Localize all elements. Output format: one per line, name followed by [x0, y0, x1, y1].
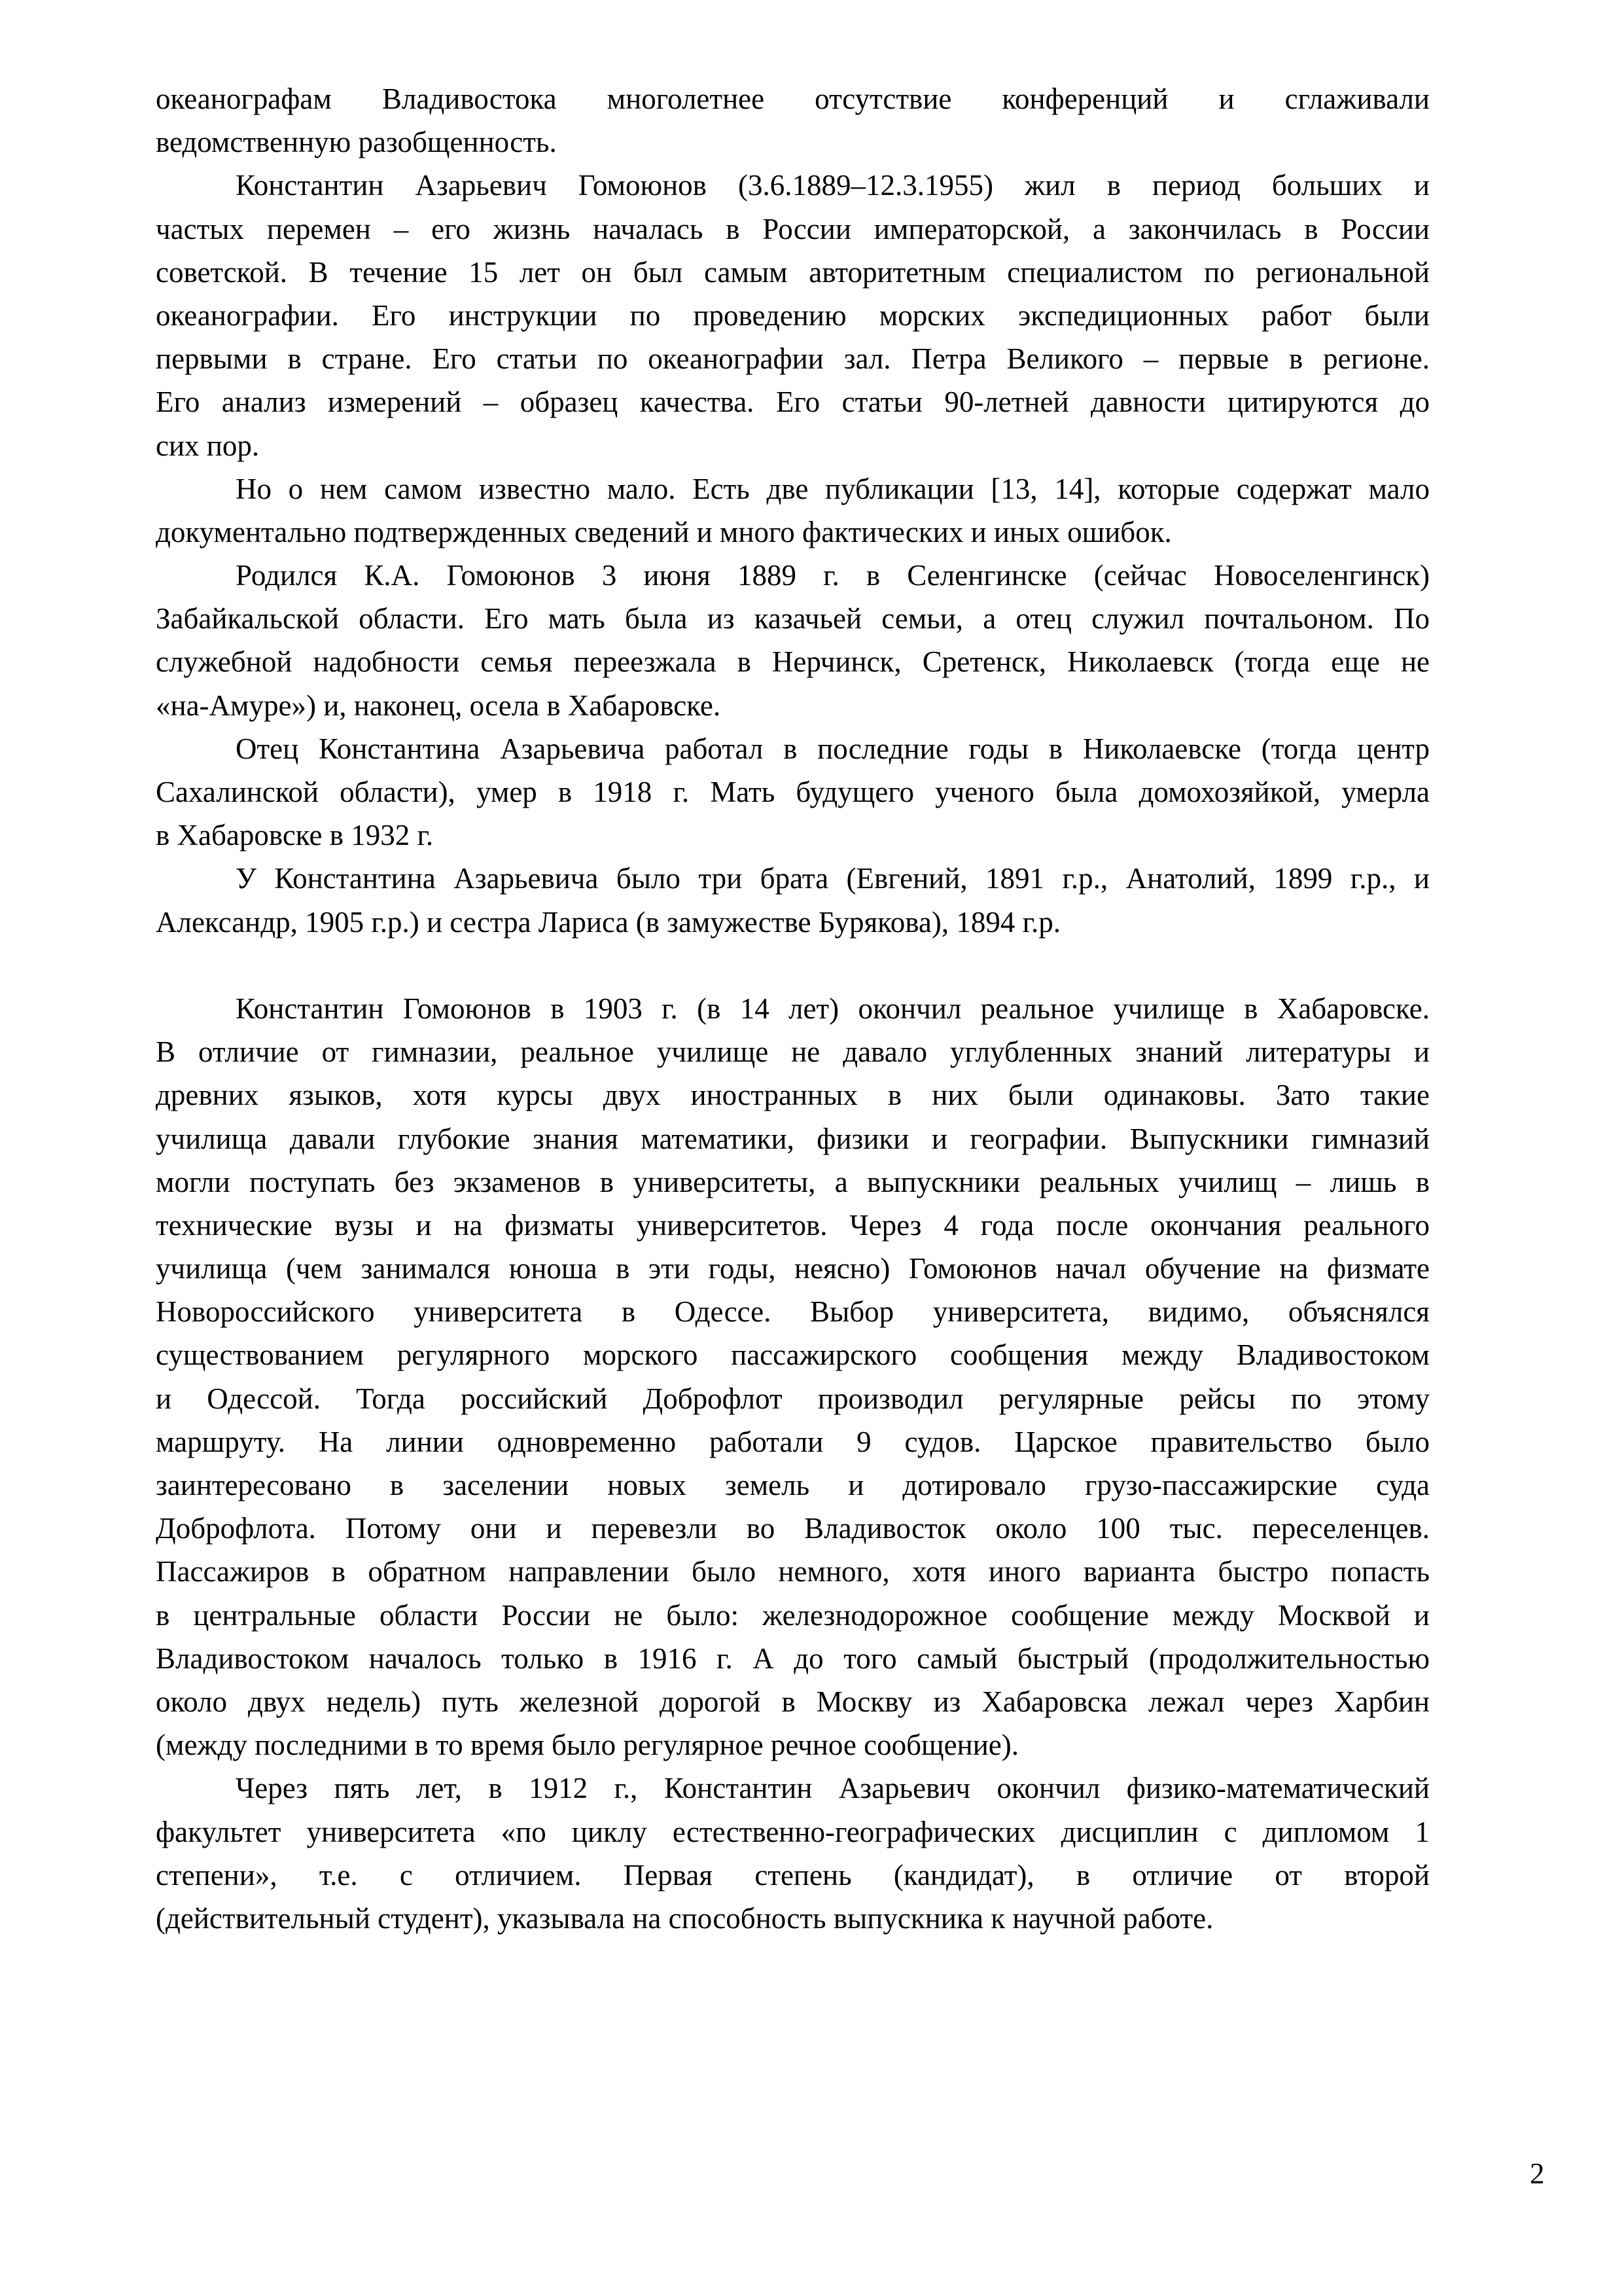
paragraph — [156, 77, 1430, 164]
text-line: маршруту. На линии одновременно работали 9 судов. Царское правительство было — [156, 1425, 1430, 1458]
text-line: в центральные области России не было: железнодорожное сообщение между Москвой и — [156, 1598, 1430, 1632]
text-line: частых перемен – его жизнь началась в России императорской, а закончилась в России — [156, 212, 1430, 245]
text-line: документально подтвержденных сведений и много фактических и иных ошибок. — [156, 515, 1172, 548]
text-line: технические вузы и на физматы университетов. Через 4 года после окончания реального — [156, 1208, 1430, 1242]
text-line: Отец Константина Азарьевича работал в последние годы в Николаевске (тогда центр — [236, 732, 1430, 765]
paragraph — [156, 164, 1430, 467]
text-line: ведомственную разобщенность. — [156, 126, 557, 159]
text-line: степени», т.е. с отличием. Первая степень (кандидат), в отличие от второй — [156, 1858, 1430, 1892]
paragraph — [156, 857, 1430, 943]
text-line: У Константина Азарьевича было три брата (Евгений, 1891 г.р., Анатолий, 1899 г.р., и — [236, 862, 1430, 895]
text-line: древних языков, хотя курсы двух иностранных в них были одинаковы. Зато такие — [156, 1079, 1430, 1112]
text-line: Новороссийского университета в Одессе. Выбор университета, видимо, объяснялся — [156, 1295, 1430, 1329]
text-line: (действительный студент), указывала на способность выпускника к научной работе. — [156, 1901, 1214, 1935]
text-line: сих пор. — [156, 429, 260, 462]
text-line: Родился К.А. Гомоюнов 3 июня 1889 г. в Селенгинске (сейчас Новоселенгинск) — [236, 559, 1430, 592]
paragraph — [156, 987, 1430, 1767]
text-line: Сахалинской области), умер в 1918 г. Мать будущего ученого была домохозяйкой, умерла — [156, 776, 1430, 808]
text-line: училища (чем занимался юноша в эти годы, неясно) Гомоюнов начал обучение на физмате — [156, 1252, 1430, 1285]
text-line: океанографам Владивостока многолетнее отсутствие конференций и сглаживали — [156, 82, 1430, 115]
body-text — [156, 77, 1430, 1940]
text-line: Через пять лет, в 1912 г., Константин Азарьевич окончил физико-математический — [236, 1772, 1430, 1805]
text-line: училища давали глубокие знания математики, физики и географии. Выпускники гимназий — [156, 1122, 1430, 1155]
text-line: «на-Амуре») и, наконец, осела в Хабаровске. — [156, 689, 721, 722]
text-line: Доброфлота. Потому они и перевезли во Владивосток около 100 тыс. переселенцев. — [156, 1512, 1430, 1545]
text-line: могли поступать без экзаменов в университеты, а выпускники реальных училищ – лишь в — [156, 1165, 1430, 1198]
text-line: Его анализ измерений – образец качества. Его статьи 90-летней давности цитируются до — [156, 386, 1430, 419]
text-line: Александр, 1905 г.р.) и сестра Лариса (в замужестве Бурякова), 1894 г.р. — [156, 905, 1061, 939]
text-line: первыми в стране. Его статьи по океанографии зал. Петра Великого – первые в регионе. — [156, 342, 1430, 376]
text-line: океанографии. Его инструкции по проведению морских экспедиционных работ были — [156, 298, 1430, 332]
blank-line — [156, 944, 1430, 987]
text-line: служебной надобности семья переезжала в Нерчинск, Сретенск, Николаевск (тогда еще не — [156, 645, 1430, 679]
text-line: факультет университета «по циклу естественно-географических дисциплин с дипломом 1 — [156, 1815, 1430, 1848]
paragraph — [156, 467, 1430, 554]
text-line: Пассажиров в обратном направлении было немного, хотя иного варианта быстро попасть — [156, 1555, 1430, 1588]
text-line: В отличие от гимназии, реальное училище не давало углубленных знаний литературы и — [156, 1035, 1430, 1069]
text-line: Константин Гомоюнов в 1903 г. (в 14 лет) окончил реальное училище в Хабаровске. — [236, 992, 1430, 1025]
text-line: заинтересовано в заселении новых земель и дотировало грузо-пассажирские суда — [156, 1469, 1430, 1501]
text-line: Константин Азарьевич Гомоюнов (3.6.1889–12.3.1955) жил в период больших и — [236, 169, 1430, 202]
page-number: 2 — [1530, 2157, 1545, 2190]
text-line: существованием регулярного морского пассажирского сообщения между Владивостоком — [156, 1338, 1430, 1372]
text-line: в Хабаровске в 1932 г. — [156, 819, 434, 852]
paragraph — [156, 554, 1430, 727]
paragraph — [156, 727, 1430, 857]
text-line: Забайкальской области. Его мать была из казачьей семьи, а отец служил почтальоном. По — [156, 602, 1430, 636]
paragraph — [156, 1767, 1430, 1940]
text-line: Владивостоком началось только в 1916 г. А до того самый быстрый (продолжительностью — [156, 1641, 1430, 1675]
text-line: (между последними в то время было регулярное речное сообщение). — [156, 1729, 1019, 1762]
text-line: советской. В течение 15 лет он был самым авторитетным специалистом по региональной — [156, 255, 1430, 289]
text-line: около двух недель) путь железной дорогой в Москву из Хабаровска лежал через Харбин — [156, 1685, 1430, 1718]
text-line: и Одессой. Тогда российский Доброфлот производил регулярные рейсы по этому — [156, 1382, 1430, 1415]
text-line: Но о нем самом известно мало. Есть две публикации [13, 14], которые содержат мало — [236, 472, 1430, 505]
